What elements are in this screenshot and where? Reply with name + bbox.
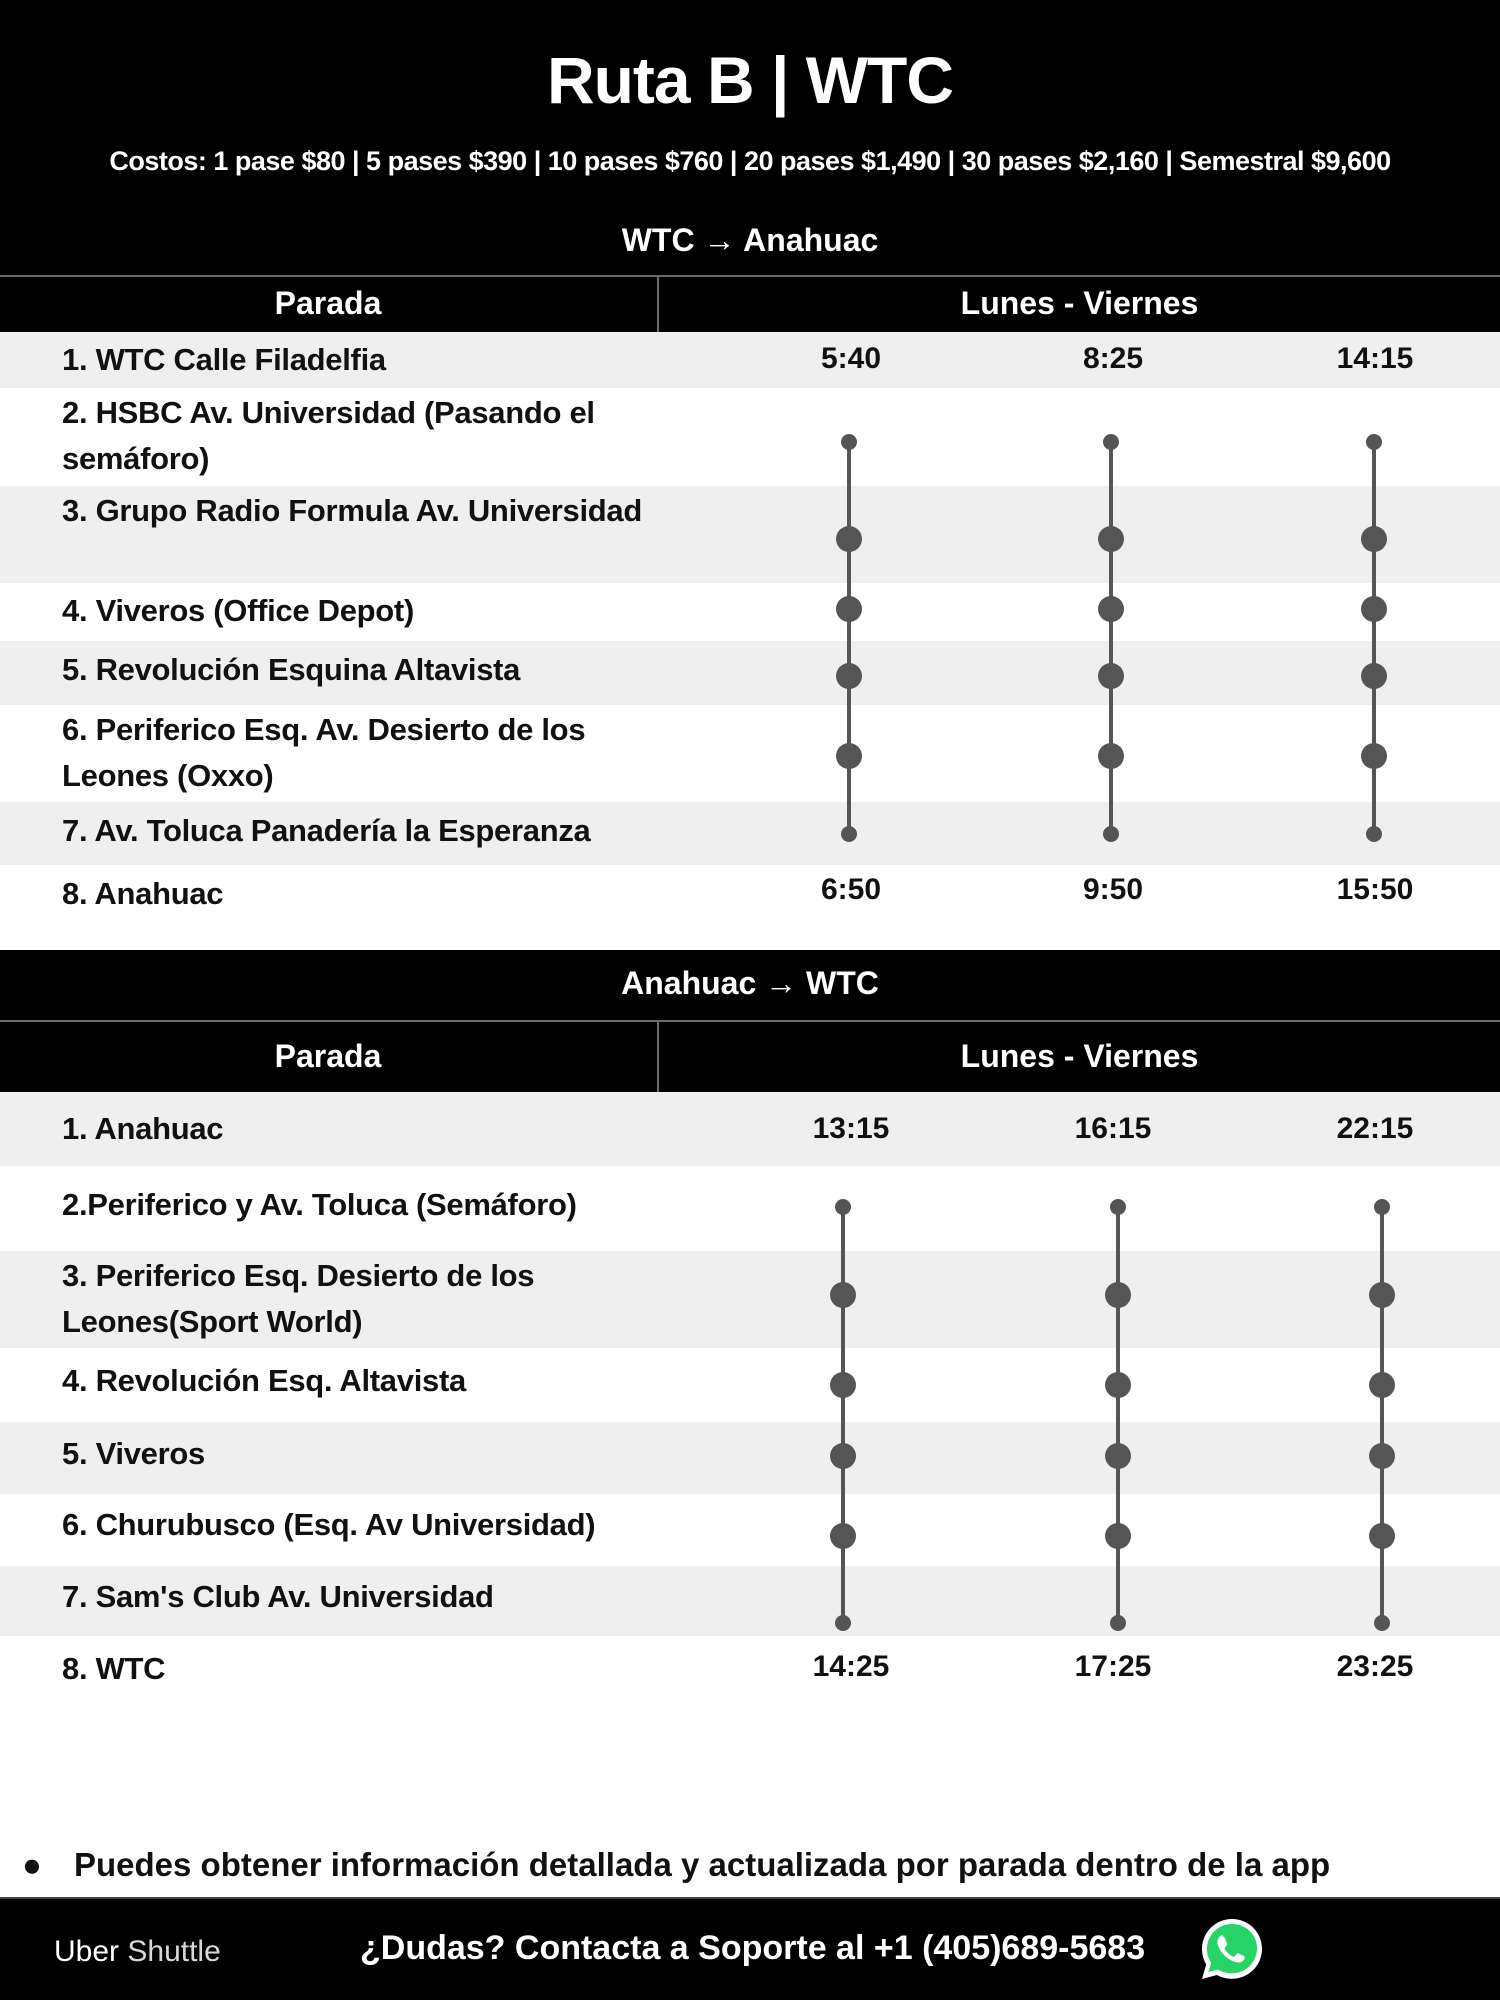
table-row <box>0 865 1500 925</box>
column-header-stop: Parada <box>274 285 382 321</box>
info-note-text: Puedes obtener información detallada y actualizada por parada dentro de la app <box>74 1846 1331 1883</box>
stop-name: 1. WTC Calle Filadelfia <box>62 342 386 377</box>
stop-name: 6. Periferico Esq. Av. Desierto de los Leones (Oxxo) <box>62 712 586 793</box>
stop-name: 7. Sam's Club Av. Universidad <box>62 1579 494 1614</box>
departure-time: 8:25 <box>1082 342 1144 375</box>
arrival-time: 15:50 <box>1336 873 1414 906</box>
stop-name: 5. Viveros <box>62 1436 205 1471</box>
arrival-time: 14:25 <box>812 1650 890 1683</box>
stop-name: 4. Viveros (Office Depot) <box>62 593 414 628</box>
table-header-outbound <box>0 275 1500 332</box>
column-header-stop: Parada <box>274 1038 382 1074</box>
table-row <box>0 583 1500 641</box>
brand-logo <box>54 1935 221 1969</box>
stop-name: 4. Revolución Esq. Altavista <box>62 1363 466 1398</box>
stop-name: 1. Anahuac <box>62 1111 224 1146</box>
table-header-inbound <box>0 1020 1500 1092</box>
page-footer <box>0 1897 1500 2000</box>
bullet-icon: ● <box>22 1846 42 1883</box>
arrival-time: 9:50 <box>1082 873 1144 906</box>
stop-name: 5. Revolución Esquina Altavista <box>62 652 521 687</box>
departure-time: 5:40 <box>820 342 882 375</box>
table-row <box>0 1422 1500 1494</box>
stop-name: 2.Periferico y Av. Toluca (Semáforo) <box>62 1187 577 1222</box>
stop-name: 3. Grupo Radio Formula Av. Universidad <box>62 493 642 528</box>
pricing-line: Costos: 1 pase $80 | 5 pases $390 | 10 pases $760 | 20 pases $1,490 | 30 pases $2,160 | Semestral $9,600 <box>109 146 1391 176</box>
table-row <box>0 1566 1500 1636</box>
stop-name: 8. Anahuac <box>62 876 224 911</box>
table-row <box>0 802 1500 865</box>
direction-title-outbound: WTC → Anahuac <box>621 222 879 258</box>
support-contact: ¿Dudas? Contacta a Soporte al +1 (405)689-5683 <box>360 1929 1146 1967</box>
direction-title-inbound: Anahuac → WTC <box>0 950 1500 1020</box>
stop-name: 6. Churubusco (Esq. Av Universidad) <box>62 1507 596 1542</box>
departure-time: 13:15 <box>812 1112 890 1145</box>
whatsapp-icon[interactable] <box>1198 1915 1266 1983</box>
arrival-time: 6:50 <box>820 873 882 906</box>
table-row <box>0 1251 1500 1348</box>
table-row <box>0 705 1500 802</box>
brand-main: Uber <box>54 1935 120 1968</box>
column-header-days: Lunes - Viernes <box>657 1022 1500 1092</box>
departure-time: 22:15 <box>1336 1112 1414 1145</box>
table-row <box>0 1636 1500 1704</box>
table-row <box>0 332 1500 388</box>
table-row <box>0 486 1500 583</box>
departure-time: 14:15 <box>1336 342 1414 375</box>
page-title: Ruta B | WTC <box>546 43 954 117</box>
arrival-time: 23:25 <box>1336 1650 1414 1683</box>
info-note <box>22 1846 1492 1884</box>
stop-name: 8. WTC <box>62 1651 166 1686</box>
column-header-days: Lunes - Viernes <box>657 277 1500 332</box>
table-row <box>0 1494 1500 1566</box>
table-row <box>0 1166 1500 1251</box>
page-header <box>0 0 1500 275</box>
table-row <box>0 1348 1500 1422</box>
table-row <box>0 388 1500 486</box>
stop-name: 3. Periferico Esq. Desierto de los Leones(Sport World) <box>62 1258 535 1339</box>
stop-name: 7. Av. Toluca Panadería la Esperanza <box>62 813 591 848</box>
arrival-time: 17:25 <box>1074 1650 1152 1683</box>
stop-name: 2. HSBC Av. Universidad (Pasando el semáforo) <box>62 395 595 476</box>
table-row <box>0 1092 1500 1166</box>
brand-sub: Shuttle <box>127 1935 221 1968</box>
departure-time: 16:15 <box>1074 1112 1152 1145</box>
table-row <box>0 641 1500 705</box>
